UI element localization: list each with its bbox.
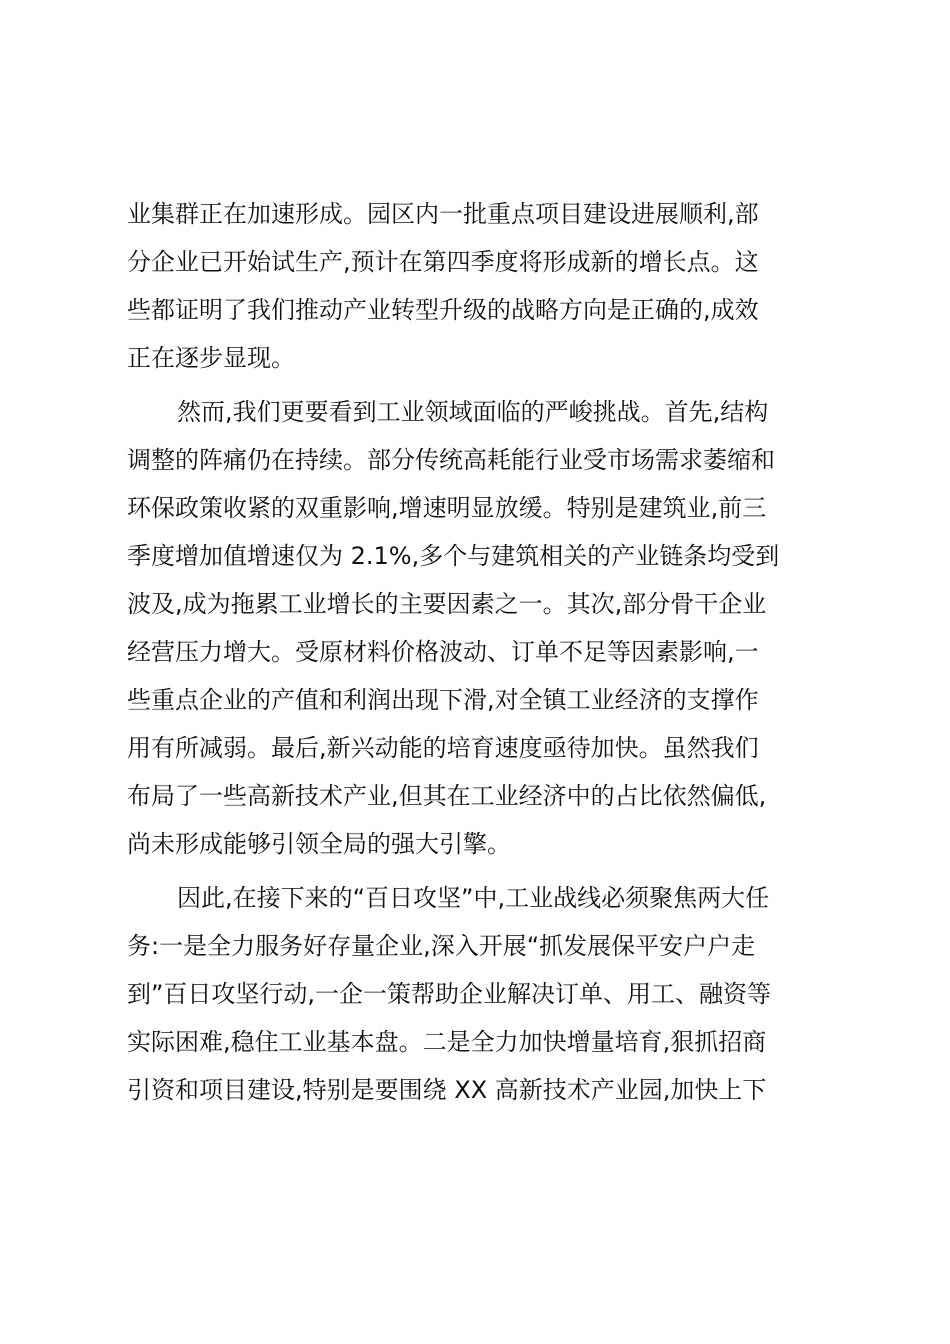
- text-line: 到”百日攻坚行动,一企一策帮助企业解决订单、用工、融资等: [127, 980, 772, 1008]
- text-line: 些都证明了我们推动产业转型升级的战略方向是正确的,成效: [127, 296, 759, 324]
- text-line: 分企业已开始试生产,预计在第四季度将形成新的增长点。这: [127, 248, 759, 276]
- text-line: 经营压力增大。受原材料价格波动、订单不足等因素影响,一: [127, 638, 759, 666]
- paragraph-3: [127, 874, 827, 1114]
- text-line: 波及,成为拖累工业增长的主要因素之一。其次,部分骨干企业: [127, 590, 767, 618]
- text-line: 些重点企业的产值和利润出现下滑,对全镇工业经济的支撑作: [127, 686, 759, 714]
- text-line: 因此,在接下来的“百日攻坚”中,工业战线必须聚焦两大任: [177, 884, 770, 912]
- text-line: 布局了一些高新技术产业,但其在工业经济中的占比依然偏低,: [127, 782, 767, 810]
- text-line: 季度增加值增速仅为 2.1%,多个与建筑相关的产业链条均受到: [127, 542, 780, 570]
- text-line: 调整的阵痛仍在持续。部分传统高耗能行业受市场需求萎缩和: [127, 446, 775, 474]
- text-line: 尚未形成能够引领全局的强大引擎。: [127, 830, 511, 858]
- text-line: 务:一是全力服务好存量企业,深入开展“抓发展保平安户户走: [127, 932, 756, 960]
- document-body: [127, 190, 827, 1120]
- text-line: 正在逐步显现。: [127, 344, 295, 372]
- text-line: 引资和项目建设,特别是要围绕 XX 高新技术产业园,加快上下: [127, 1076, 767, 1104]
- paragraph-1: [127, 190, 827, 382]
- text-line: 实际困难,稳住工业基本盘。二是全力加快增量培育,狠抓招商: [127, 1028, 767, 1056]
- text-line: 环保政策收紧的双重影响,增速明显放缓。特别是建筑业,前三: [127, 494, 767, 522]
- text-line: 然而,我们更要看到工业领域面临的严峻挑战。首先,结构: [177, 398, 769, 426]
- text-line: 业集群正在加速形成。园区内一批重点项目建设进展顺利,部: [127, 200, 759, 228]
- text-line: 用有所减弱。最后,新兴动能的培育速度亟待加快。虽然我们: [127, 734, 759, 762]
- paragraph-2: [127, 388, 827, 868]
